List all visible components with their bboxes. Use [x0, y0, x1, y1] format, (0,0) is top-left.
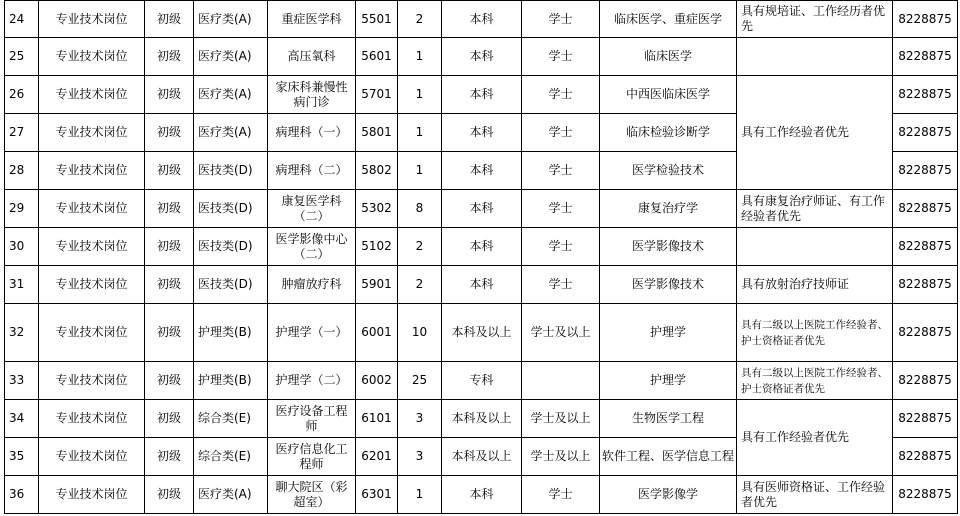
contact-phone: 8228875	[893, 476, 958, 514]
post-code: 6301	[356, 476, 398, 514]
education: 本科	[442, 266, 522, 304]
recruitment-table	[4, 0, 958, 514]
post-level: 初级	[145, 190, 194, 228]
degree: 学士	[522, 114, 600, 152]
table-row	[5, 476, 958, 514]
other-requirements: 具有工作经验者优先	[737, 76, 893, 190]
education: 本科	[442, 76, 522, 114]
post-type: 专业技术岗位	[39, 228, 145, 266]
post-category: 医技类(D)	[194, 228, 268, 266]
headcount: 1	[398, 152, 442, 190]
post-type: 专业技术岗位	[39, 362, 145, 400]
post-code: 5701	[356, 76, 398, 114]
post-level: 初级	[145, 152, 194, 190]
major: 医学影像学	[600, 476, 737, 514]
education: 本科	[442, 38, 522, 76]
department: 肿瘤放疗科	[268, 266, 356, 304]
contact-phone: 8228875	[893, 1, 958, 38]
post-category: 医疗类(A)	[194, 114, 268, 152]
major: 医学检验技术	[600, 152, 737, 190]
post-type: 专业技术岗位	[39, 76, 145, 114]
headcount: 10	[398, 304, 442, 362]
row-number: 29	[5, 190, 39, 228]
post-level: 初级	[145, 38, 194, 76]
department: 医疗信息化工程师	[268, 438, 356, 476]
headcount: 25	[398, 362, 442, 400]
other-requirements	[737, 38, 893, 76]
post-level: 初级	[145, 362, 194, 400]
table-row	[5, 400, 958, 438]
other-requirements: 具有规培证、工作经历者优先	[737, 1, 893, 38]
other-requirements: 具有医师资格证、工作经验者优先	[737, 476, 893, 514]
headcount: 2	[398, 1, 442, 38]
degree: 学士及以上	[522, 304, 600, 362]
row-number: 30	[5, 228, 39, 266]
post-category: 护理类(B)	[194, 362, 268, 400]
post-level: 初级	[145, 114, 194, 152]
post-category: 医疗类(A)	[194, 38, 268, 76]
contact-phone: 8228875	[893, 114, 958, 152]
department: 医疗设备工程师	[268, 400, 356, 438]
post-level: 初级	[145, 76, 194, 114]
row-number: 34	[5, 400, 39, 438]
degree: 学士	[522, 190, 600, 228]
post-code: 5102	[356, 228, 398, 266]
post-level: 初级	[145, 476, 194, 514]
contact-phone: 8228875	[893, 362, 958, 400]
other-requirements	[737, 228, 893, 266]
post-type: 专业技术岗位	[39, 190, 145, 228]
department: 病理科（二）	[268, 152, 356, 190]
degree: 学士及以上	[522, 438, 600, 476]
major: 护理学	[600, 362, 737, 400]
post-category: 医技类(D)	[194, 266, 268, 304]
major: 临床检验诊断学	[600, 114, 737, 152]
row-number: 28	[5, 152, 39, 190]
contact-phone: 8228875	[893, 266, 958, 304]
post-type: 专业技术岗位	[39, 400, 145, 438]
department: 聊大院区（彩超室）	[268, 476, 356, 514]
department: 护理学（一）	[268, 304, 356, 362]
other-requirements: 具有二级以上医院工作经验者、护士资格证者优先	[737, 304, 893, 362]
post-code: 6201	[356, 438, 398, 476]
table-row	[5, 190, 958, 228]
post-code: 6101	[356, 400, 398, 438]
post-level: 初级	[145, 304, 194, 362]
degree: 学士	[522, 266, 600, 304]
post-code: 5302	[356, 190, 398, 228]
table-row	[5, 266, 958, 304]
post-code: 5802	[356, 152, 398, 190]
post-category: 医技类(D)	[194, 152, 268, 190]
education: 专科	[442, 362, 522, 400]
education: 本科及以上	[442, 304, 522, 362]
contact-phone: 8228875	[893, 190, 958, 228]
department: 高压氧科	[268, 38, 356, 76]
major: 临床医学、重症医学	[600, 1, 737, 38]
row-number: 31	[5, 266, 39, 304]
post-code: 5901	[356, 266, 398, 304]
major: 康复治疗学	[600, 190, 737, 228]
contact-phone: 8228875	[893, 76, 958, 114]
education: 本科	[442, 190, 522, 228]
department: 重症医学科	[268, 1, 356, 38]
degree: 学士	[522, 38, 600, 76]
degree: 学士	[522, 1, 600, 38]
degree: 学士	[522, 228, 600, 266]
other-requirements: 具有二级以上医院工作经验者、护士资格证者优先	[737, 362, 893, 400]
major: 护理学	[600, 304, 737, 362]
post-type: 专业技术岗位	[39, 304, 145, 362]
post-category: 医疗类(A)	[194, 1, 268, 38]
headcount: 1	[398, 38, 442, 76]
department: 家床科兼慢性病门诊	[268, 76, 356, 114]
contact-phone: 8228875	[893, 438, 958, 476]
other-requirements: 具有工作经验者优先	[737, 400, 893, 476]
degree: 学士	[522, 476, 600, 514]
row-number: 24	[5, 1, 39, 38]
row-number: 27	[5, 114, 39, 152]
other-requirements: 具有康复治疗师证、有工作经验者优先	[737, 190, 893, 228]
row-number: 32	[5, 304, 39, 362]
post-type: 专业技术岗位	[39, 266, 145, 304]
contact-phone: 8228875	[893, 38, 958, 76]
education: 本科	[442, 476, 522, 514]
department: 医学影像中心（二）	[268, 228, 356, 266]
major: 医学影像技术	[600, 266, 737, 304]
row-number: 26	[5, 76, 39, 114]
department: 康复医学科（二）	[268, 190, 356, 228]
major: 生物医学工程	[600, 400, 737, 438]
post-type: 专业技术岗位	[39, 38, 145, 76]
post-category: 医技类(D)	[194, 190, 268, 228]
education: 本科	[442, 152, 522, 190]
post-level: 初级	[145, 228, 194, 266]
row-number: 25	[5, 38, 39, 76]
department: 病理科（一）	[268, 114, 356, 152]
headcount: 2	[398, 266, 442, 304]
education: 本科及以上	[442, 438, 522, 476]
post-code: 5601	[356, 38, 398, 76]
table-row	[5, 38, 958, 76]
headcount: 8	[398, 190, 442, 228]
table-row	[5, 304, 958, 362]
post-category: 综合类(E)	[194, 438, 268, 476]
headcount: 2	[398, 228, 442, 266]
education: 本科	[442, 1, 522, 38]
post-level: 初级	[145, 438, 194, 476]
other-requirements: 具有放射治疗技师证	[737, 266, 893, 304]
post-type: 专业技术岗位	[39, 114, 145, 152]
contact-phone: 8228875	[893, 228, 958, 266]
row-number: 35	[5, 438, 39, 476]
table-row	[5, 362, 958, 400]
post-code: 6002	[356, 362, 398, 400]
table-row	[5, 1, 958, 38]
education: 本科	[442, 228, 522, 266]
major: 临床医学	[600, 38, 737, 76]
degree: 学士	[522, 152, 600, 190]
post-category: 医疗类(A)	[194, 76, 268, 114]
degree: 学士及以上	[522, 400, 600, 438]
post-type: 专业技术岗位	[39, 152, 145, 190]
degree: 学士	[522, 76, 600, 114]
department: 护理学（二）	[268, 362, 356, 400]
major: 软件工程、医学信息工程	[600, 438, 737, 476]
headcount: 3	[398, 438, 442, 476]
post-category: 综合类(E)	[194, 400, 268, 438]
post-code: 6001	[356, 304, 398, 362]
post-level: 初级	[145, 1, 194, 38]
degree	[522, 362, 600, 400]
contact-phone: 8228875	[893, 152, 958, 190]
post-level: 初级	[145, 400, 194, 438]
major: 医学影像技术	[600, 228, 737, 266]
headcount: 3	[398, 400, 442, 438]
education: 本科及以上	[442, 400, 522, 438]
row-number: 33	[5, 362, 39, 400]
headcount: 1	[398, 76, 442, 114]
post-code: 5501	[356, 1, 398, 38]
post-type: 专业技术岗位	[39, 438, 145, 476]
headcount: 1	[398, 476, 442, 514]
contact-phone: 8228875	[893, 400, 958, 438]
row-number: 36	[5, 476, 39, 514]
post-code: 5801	[356, 114, 398, 152]
education: 本科	[442, 114, 522, 152]
headcount: 1	[398, 114, 442, 152]
post-category: 护理类(B)	[194, 304, 268, 362]
major: 中西医临床医学	[600, 76, 737, 114]
post-type: 专业技术岗位	[39, 1, 145, 38]
post-type: 专业技术岗位	[39, 476, 145, 514]
contact-phone: 8228875	[893, 304, 958, 362]
table-row	[5, 76, 958, 114]
table-row	[5, 228, 958, 266]
post-category: 医疗类(A)	[194, 476, 268, 514]
post-level: 初级	[145, 266, 194, 304]
